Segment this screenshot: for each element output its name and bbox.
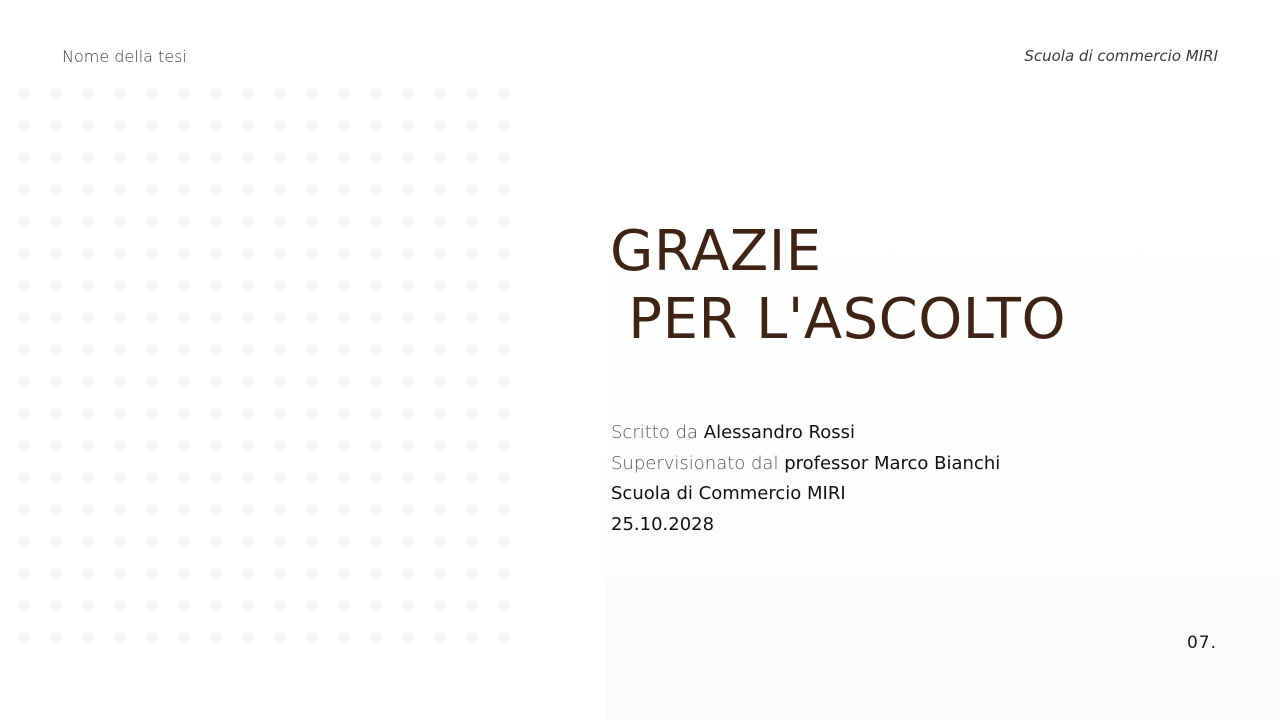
- school-name: Scuola di Commercio MIRI: [611, 483, 846, 504]
- thesis-name: Nome della tesi: [62, 47, 187, 66]
- author-name: Alessandro Rossi: [703, 422, 855, 443]
- slide-title: [610, 218, 1066, 354]
- date: 25.10.2028: [611, 513, 715, 535]
- title-line-1: GRAZIE: [610, 219, 822, 284]
- dot-pattern-decoration: [0, 70, 520, 650]
- title-line-2: PER L'ASCOLTO: [610, 287, 1067, 352]
- author-line: [611, 418, 1000, 449]
- credits-block: [611, 418, 1000, 540]
- supervisor-line: [611, 449, 1000, 480]
- school-header: Scuola di commercio MIRI: [1024, 47, 1218, 65]
- supervisor-name: professor Marco Bianchi: [784, 452, 1001, 474]
- page-number: 07.: [1186, 633, 1217, 653]
- written-by-label: Scritto da: [611, 422, 704, 443]
- supervised-by-label: Supervisionato dal: [611, 452, 785, 474]
